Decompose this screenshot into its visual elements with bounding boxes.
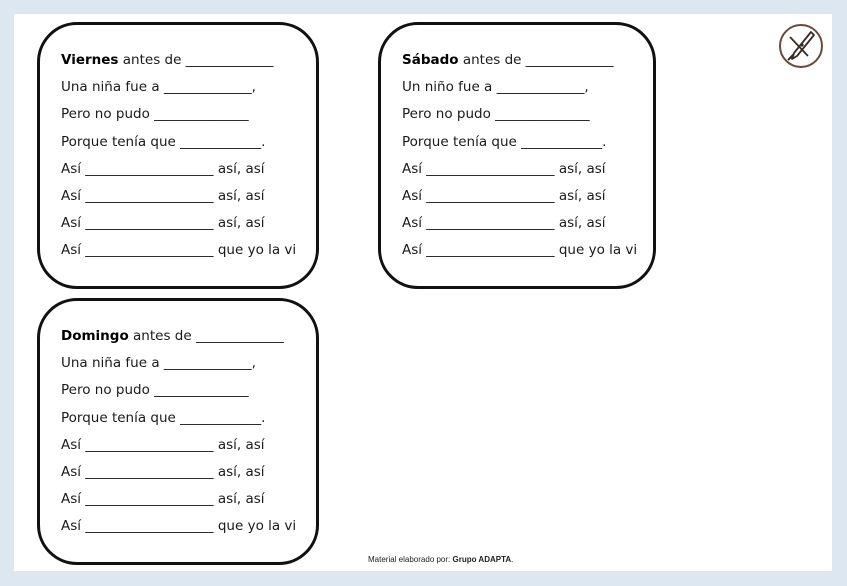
verse-line: Así ___________________ que yo la vi: [402, 242, 638, 258]
worksheet-page: [14, 14, 832, 571]
verse-line: Pero no pudo ______________: [402, 106, 590, 122]
footer-author: Grupo ADAPTA: [452, 555, 512, 564]
verse-line: Así ___________________ así, así: [61, 491, 265, 507]
day-label: Domingo: [61, 328, 129, 344]
verse-line: Así ___________________ así, así: [402, 161, 606, 177]
fountain-pen-icon: [778, 23, 824, 69]
title-rest: antes de _____________: [122, 52, 274, 68]
title-rest: antes de _____________: [133, 328, 284, 344]
day-label: Sábado: [402, 52, 459, 68]
title-rest: antes de _____________: [462, 52, 614, 68]
verse-line: Un niño fue a _____________,: [402, 79, 589, 95]
verse-line: Porque tenía que ____________.: [402, 134, 607, 150]
card-viernes: [37, 22, 319, 289]
footer-prefix: Material elaborado por:: [368, 555, 453, 564]
footer-suffix: .: [511, 555, 514, 564]
verse-line: Así ___________________ así, así: [61, 188, 265, 204]
verse-line: Una niña fue a _____________,: [61, 79, 256, 95]
verse-line: Así ___________________ que yo la vi: [61, 242, 297, 258]
verse-line: Así ___________________ así, así: [402, 188, 606, 204]
verse-line: Así ___________________ así, así: [402, 215, 606, 231]
verse-line: Así ___________________ así, así: [61, 215, 265, 231]
card-title-line: [61, 52, 273, 68]
verse-line: Así ___________________ que yo la vi: [61, 518, 297, 534]
footer-credit: [368, 555, 513, 564]
verse-line: Pero no pudo ______________: [61, 106, 249, 122]
card-title-line: [61, 328, 284, 344]
verse-line: Pero no pudo ______________: [61, 382, 249, 398]
card-sabado: [378, 22, 656, 289]
card-domingo: [37, 298, 319, 565]
card-title-line: [402, 52, 614, 68]
verse-line: Porque tenía que ____________.: [61, 410, 266, 426]
verse-line: Una niña fue a _____________,: [61, 355, 256, 371]
verse-line: Porque tenía que ____________.: [61, 134, 266, 150]
verse-line: Así ___________________ así, así: [61, 464, 265, 480]
day-label: Viernes: [61, 52, 119, 68]
verse-line: Así ___________________ así, así: [61, 437, 265, 453]
verse-line: Así ___________________ así, así: [61, 161, 265, 177]
